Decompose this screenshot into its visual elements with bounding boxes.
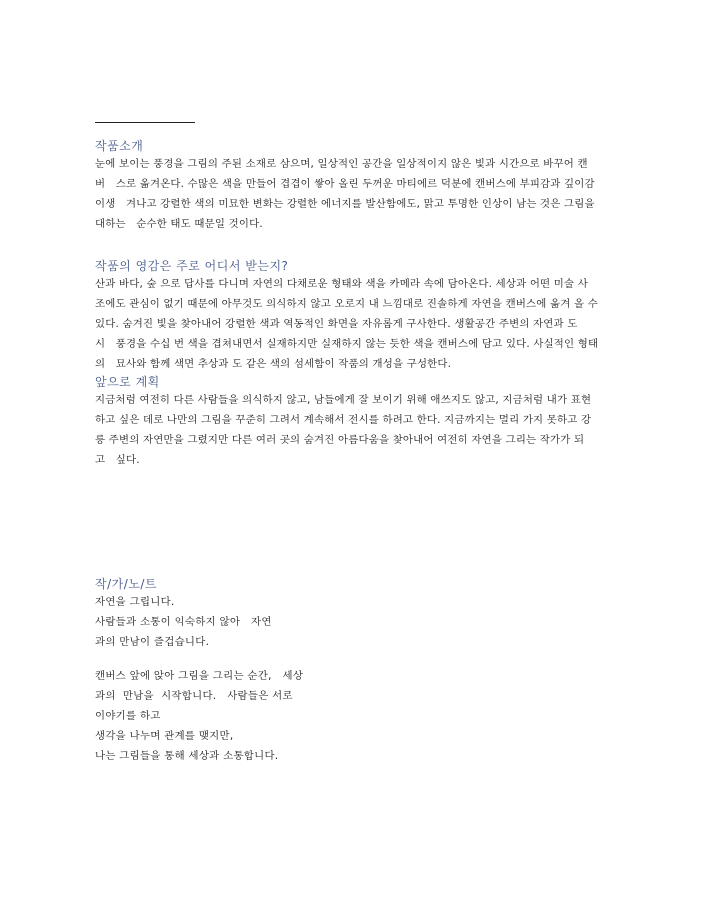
plans-line: 릉 주변의 자연만을 그렸지만 다른 여러 곳의 숨겨진 아름다움을 찾아내어 여전히 자연을 그리는 작가가 되 — [95, 434, 585, 446]
plans-line: 지금처럼 여전히 다른 사람들을 의식하지 않고, 남들에게 잘 보이기 위해 애쓰지도 않고, 지금처럼 내가 표현 — [95, 394, 592, 406]
inspiration-line: 산과 바다, 숲 으로 답사를 다니며 자연의 다채로운 형태와 색을 카메라 속에 담아온다. 세상과 어떤 미술 사 — [95, 278, 589, 290]
notes-line: 자연을 그립니다. — [95, 596, 175, 608]
inspiration-line: 있다. 숨겨진 빛을 찾아내어 강렬한 색과 역동적인 화면을 자유롭게 구사한다. 생활공간 주변의 자연과 도 — [95, 318, 578, 330]
section-heading-introduction: 작품소개 — [95, 139, 144, 153]
plans-line: 고 싶다. — [95, 454, 140, 466]
notes-line: 생각을 나누며 관계를 맺지만, — [95, 730, 234, 742]
notes-line: 이야기를 하고 — [95, 710, 161, 722]
notes-line: 과의 만남이 즐겁습니다. — [95, 636, 210, 648]
section-artist-notes — [95, 576, 635, 766]
stanza-spacer — [95, 652, 635, 666]
section-future-plans — [95, 374, 635, 470]
intro-line: 이생 겨나고 강렬한 색의 미묘한 변화는 강렬한 에너지를 발산함에도, 맑고 투명한 인상이 남는 것은 그림을 — [95, 198, 595, 210]
section-introduction — [95, 138, 635, 234]
notes-line: 캔버스 앞에 앉아 그림을 그리는 순간, 세상 — [95, 670, 304, 682]
top-rule-divider — [95, 122, 195, 123]
inspiration-line: 의 묘사와 함께 색면 추상과 도 같은 색의 섬세함이 작품의 개성을 구성한다. — [95, 358, 452, 370]
section-heading-artist-notes: 작/가/노/트 — [95, 577, 157, 591]
intro-line: 버 스로 옮겨온다. 수많은 색을 만들어 겹겹이 쌓아 올린 두꺼운 마티에르 덕분에 캔버스에 부피감과 깊이감 — [95, 178, 595, 190]
inspiration-line: 시 풍경을 수십 번 색을 겹쳐내면서 실재하지만 실재하지 않는 듯한 색을 캔버스에 담고 있다. 사실적인 형태 — [95, 338, 599, 350]
intro-line: 눈에 보이는 풍경을 그림의 주된 소재로 삼으며, 일상적인 공간을 일상적이지 않은 빛과 시간으로 바꾸어 캔 — [95, 158, 588, 170]
inspiration-line: 조에도 관심이 없기 때문에 아무것도 의식하지 않고 오로지 내 느낌대로 진솔하게 자연을 캔버스에 옮겨 올 수 — [95, 298, 598, 310]
notes-line: 과의 만남을 시작합니다. 사람들은 서로 — [95, 690, 293, 702]
section-heading-inspiration: 작품의 영감은 주로 어디서 받는지? — [95, 259, 289, 273]
section-heading-future-plans: 앞으로 계획 — [95, 375, 160, 389]
notes-line: 나는 그림들을 통해 세상과 소통합니다. — [95, 750, 279, 762]
section-inspiration — [95, 258, 635, 374]
plans-line: 하고 싶은 데로 나만의 그림을 꾸준히 그려서 계속해서 전시를 하려고 한다. 지금까지는 멀리 가지 못하고 강 — [95, 414, 592, 426]
notes-line: 사람들과 소통이 익숙하지 않아 자연 — [95, 616, 272, 628]
intro-line: 대하는 순수한 태도 때문일 것이다. — [95, 218, 263, 230]
